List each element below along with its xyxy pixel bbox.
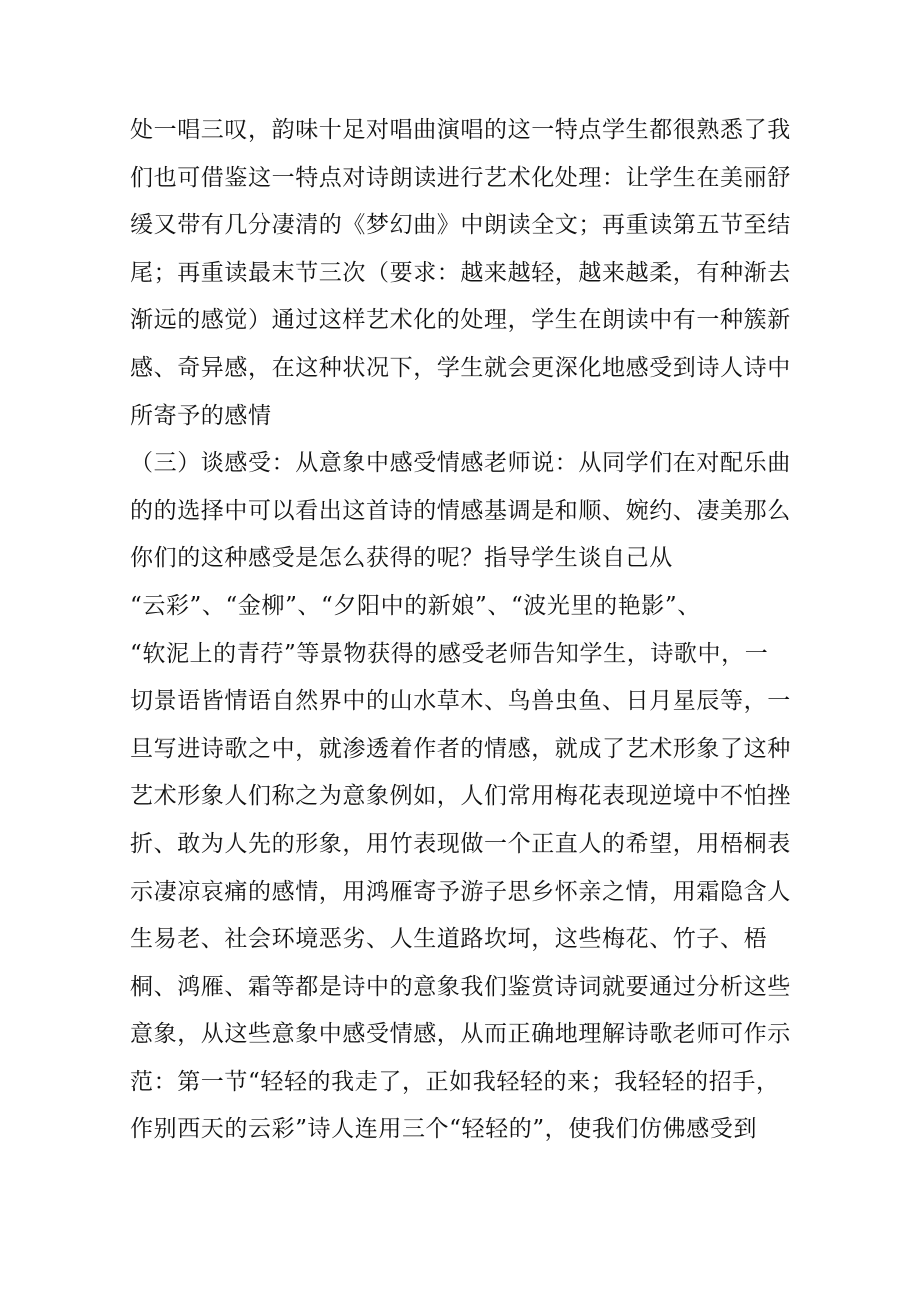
text-line: 生易老、社会环境恶劣、人生道路坎坷，这些梅花、竹子、梧 xyxy=(130,926,768,953)
text-line: 切景语皆情语自然界中的山水草木、鸟兽虫鱼、日月星辰等，一 xyxy=(130,688,791,715)
text-line: 作别西天的云彩”诗人连用三个“轻轻的”，使我们仿佛感受到 xyxy=(130,1116,758,1143)
text-line: 你们的这种感受是怎么获得的呢？指导学生谈自己从 xyxy=(130,545,673,572)
text-line: 桐、鸿雁、霜等都是诗中的意象我们鉴赏诗词就要通过分析这些 xyxy=(130,973,791,1000)
text-line: 示凄凉哀痛的感情，用鸿雁寄予游子思乡怀亲之情，用霜隐含人 xyxy=(130,878,791,905)
body-text xyxy=(130,107,800,1154)
text-line: 处一唱三叹，韵味十足对唱曲演唱的这一特点学生都很熟悉了我 xyxy=(130,117,791,143)
text-line: “软泥上的青荇”等景物获得的感受老师告知学生，诗歌中，一 xyxy=(130,640,769,667)
text-line: 艺术形象人们称之为意象例如，人们常用梅花表现逆境中不怕挫 xyxy=(130,783,791,810)
text-line: 意象，从这些意象中感受情感，从而正确地理解诗歌老师可作示 xyxy=(130,1021,791,1048)
text-line: 尾；再重读最末节三次（要求：越来越轻，越来越柔，有种渐去 xyxy=(130,259,791,286)
text-line: 折、敢为人先的形象，用竹表现做一个正直人的希望，用梧桐表 xyxy=(130,830,791,857)
text-line: 渐远的感觉）通过这样艺术化的处理，学生在朗读中有一种簇新 xyxy=(130,307,791,334)
text-line: 们也可借鉴这一特点对诗朗读进行艺术化处理：让学生在美丽舒 xyxy=(130,164,791,191)
text-line: 感、奇异感，在这种状况下，学生就会更深化地感受到诗人诗中 xyxy=(130,354,791,381)
text-line: “云彩”、“金柳”、“夕阳中的新娘”、“波光里的艳影”、 xyxy=(130,592,701,619)
text-line: 的的选择中可以看出这首诗的情感基调是和顺、婉约、凄美那么 xyxy=(130,497,791,524)
section-heading-line: （三）谈感受：从意象中感受情感老师说：从同学们在对配乐曲 xyxy=(130,450,791,477)
text-line: 所寄予的感情 xyxy=(130,402,272,429)
text-line: 范：第一节“轻轻的我走了，正如我轻轻的来；我轻轻的招手， xyxy=(130,1068,780,1095)
text-line: 缓又带有几分凄清的《梦幻曲》中朗读全文；再重读第五节至结 xyxy=(130,212,791,239)
text-line: 旦写进诗歌之中，就渗透着作者的情感，就成了艺术形象了这种 xyxy=(130,735,791,762)
